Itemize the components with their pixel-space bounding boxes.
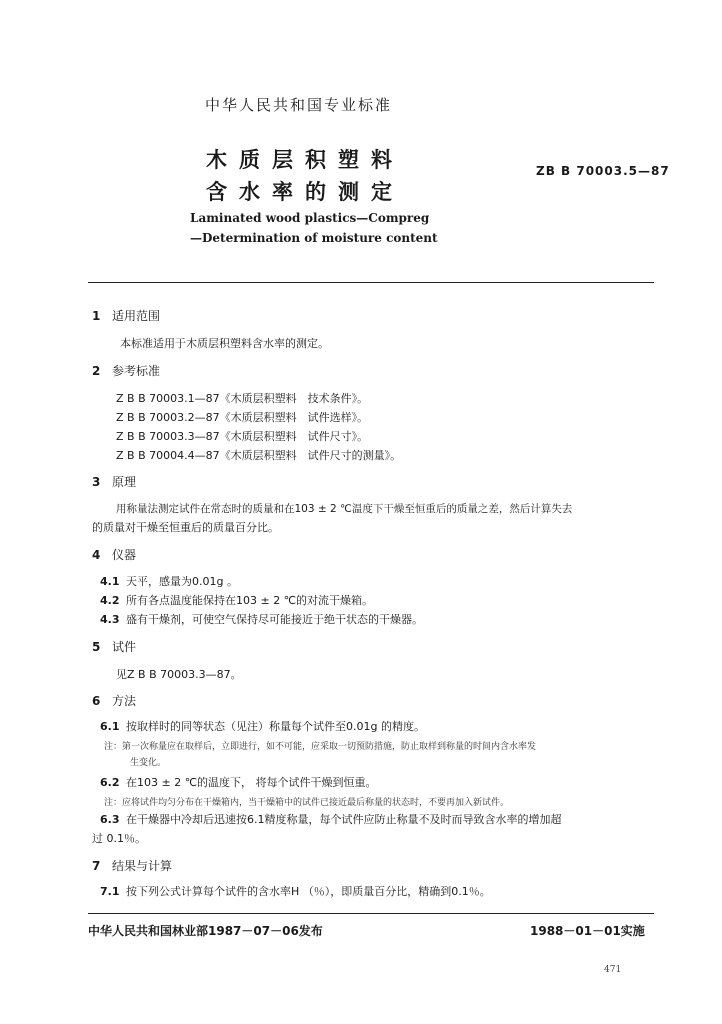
- instrument-item: 4.1 天平，感量为0.01g 。: [100, 575, 238, 588]
- page-number: 471: [604, 965, 622, 975]
- title-zh-line2: 含水率的测定: [206, 179, 404, 204]
- section-5-heading: 5 试件: [92, 640, 137, 654]
- method-note-1-line2: 生变化。: [130, 758, 167, 768]
- section-1-text: 本标准适用于木质层积塑料含水率的测定。: [120, 337, 329, 350]
- reference-item: Z B B 70004.4—87《木质层积塑料 试件尺寸的测量》。: [116, 449, 402, 462]
- result-item-7-1: 7.1 按下列公式计算每个试件的含水率H （％），即质量百分比，精确到0.1％。: [100, 885, 491, 898]
- section-6-heading: 6 方法: [92, 694, 137, 708]
- section-4-heading: 4 仪器: [92, 548, 137, 562]
- standard-org: 中华人民共和国专业标准: [205, 96, 393, 114]
- section-1-heading: 1 适用范围: [92, 309, 161, 323]
- section-3-text-line1: 用称量法测定试件在常态时的质量和在103 ± 2 ℃温度下干燥至恒重后的质量之差，然后计算失去: [116, 503, 573, 515]
- reference-item: Z B B 70003.2—87《木质层积塑料 试件选样》。: [116, 411, 369, 424]
- method-note-1-line1: 注：第一次称量应在取样后，立即进行，如不可能，应采取一切预防措施，防止取样到称量的时间内含水率发: [104, 742, 537, 752]
- section-7-heading: 7 结果与计算: [92, 859, 173, 873]
- method-item-6-2: 6.2 在103 ± 2 ℃的温度下， 将每个试件干燥到恒重。: [100, 776, 377, 789]
- title-en-line1: Laminated wood plastics—Compreg: [190, 211, 430, 225]
- reference-item: Z B B 70003.3—87《木质层积塑料 试件尺寸》。: [116, 430, 369, 443]
- method-item-6-3-line2: 过 0.1％。: [92, 832, 146, 845]
- footer-rule: [88, 913, 654, 914]
- section-3-text-line2: 的质量对干燥至恒重后的质量百分比。: [92, 521, 279, 534]
- title-en-line2: —Determination of moisture content: [190, 231, 438, 245]
- issued-date: 中华人民共和国林业部1987－07－06发布: [88, 924, 323, 938]
- reference-item: Z B B 70003.1—87《木质层积塑料 技术条件》。: [116, 392, 369, 405]
- section-3-heading: 3 原理: [92, 475, 137, 489]
- instrument-item: 4.2 所有各点温度能保持在103 ± 2 ℃的对流干燥箱。: [100, 594, 374, 607]
- instrument-item: 4.3 盛有干燥剂，可使空气保持尽可能接近于绝干状态的干燥器。: [100, 613, 423, 626]
- section-5-text: 见Z B B 70003.3—87。: [116, 668, 242, 681]
- method-item-6-1: 6.1 按取样时的同等状态（见注）称量每个试件至0.01g 的精度。: [100, 720, 425, 733]
- title-zh-line1: 木质层积塑料: [206, 147, 404, 172]
- header-rule: [88, 282, 654, 283]
- method-item-6-3-line1: 6.3 在干燥器中冷却后迅速按6.1精度称量，每个试件应防止称量不及时而导致含水率的增加超: [100, 813, 562, 826]
- method-note-2: 注：应将试件均匀分布在干燥箱内，当干燥箱中的试件已接近最后称量的状态时，不要再加入新试件。: [104, 798, 510, 808]
- effective-date: 1988－01－01实施: [530, 924, 645, 938]
- section-2-heading: 2 参考标准: [92, 364, 161, 378]
- standard-code: ZB B 70003.5—87: [536, 164, 670, 178]
